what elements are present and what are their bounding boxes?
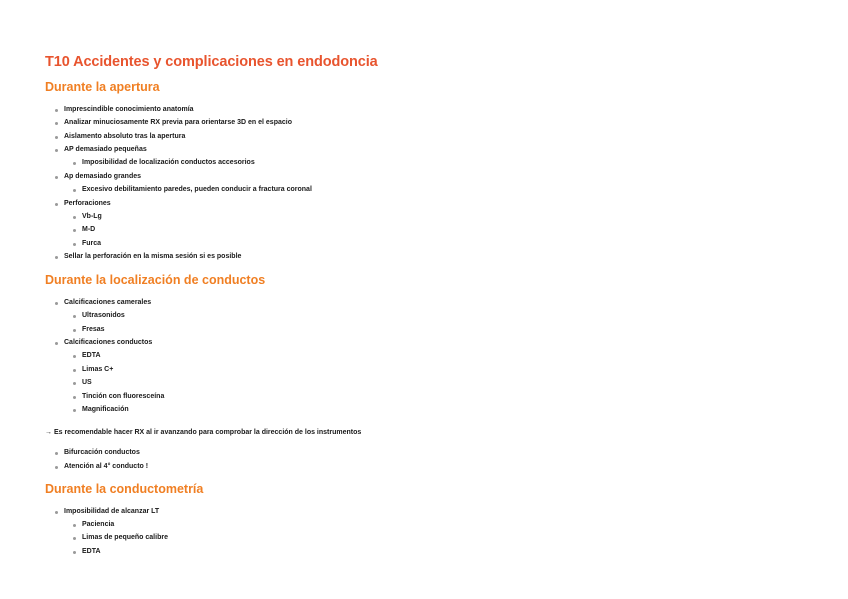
list-item: Vb-Lg bbox=[82, 213, 102, 220]
list-item: Bifurcación conductos bbox=[64, 449, 140, 456]
list-item: Tinción con fluoresceína bbox=[82, 393, 165, 400]
page-title: T10 Accidentes y complicaciones en endodoncia bbox=[45, 54, 378, 70]
list-item: Ap demasiado grandes bbox=[64, 173, 142, 180]
list-item: Ultrasonidos bbox=[82, 312, 125, 319]
section-heading-apertura: Durante la apertura bbox=[45, 80, 160, 94]
list-item: Calcificaciones conductos bbox=[64, 339, 153, 346]
note-rx: → Es recomendable hacer RX al ir avanzando para comprobar la dirección de los instrumentos bbox=[45, 429, 362, 436]
list-item: Limas C+ bbox=[82, 366, 114, 373]
list-item: Magnificación bbox=[82, 406, 129, 413]
list-item: Calcificaciones camerales bbox=[64, 299, 152, 306]
list-item: Perforaciones bbox=[64, 200, 111, 207]
list-item: Fresas bbox=[82, 326, 105, 333]
list-item: Furca bbox=[82, 240, 102, 247]
list-item: AP demasiado pequeñas bbox=[64, 146, 147, 153]
list-item: Excesivo debilitamiento paredes, pueden conducir a fractura coronal bbox=[82, 186, 312, 193]
list-item: M-D bbox=[82, 226, 96, 233]
list-item: Imposibilidad de localización conductos accesorios bbox=[82, 159, 255, 166]
list-item: Imposibilidad de alcanzar LT bbox=[64, 508, 160, 515]
list-item: EDTA bbox=[82, 548, 101, 555]
list-item: Sellar la perforación en la misma sesión si es posible bbox=[64, 253, 242, 260]
section-heading-conductometria: Durante la conductometría bbox=[45, 482, 204, 496]
list-item: Atención al 4° conducto ! bbox=[64, 463, 149, 470]
list-item: Limas de pequeño calibre bbox=[82, 534, 168, 541]
section-heading-localizacion: Durante la localización de conductos bbox=[45, 273, 266, 287]
list-item: Analizar minuciosamente RX previa para orientarse 3D en el espacio bbox=[64, 119, 292, 126]
list-item: Paciencia bbox=[82, 521, 115, 528]
list-item: EDTA bbox=[82, 352, 101, 359]
list-item: Imprescindible conocimiento anatomía bbox=[64, 106, 194, 113]
list-item: US bbox=[82, 379, 92, 386]
list-item: Aislamento absoluto tras la apertura bbox=[64, 133, 186, 140]
